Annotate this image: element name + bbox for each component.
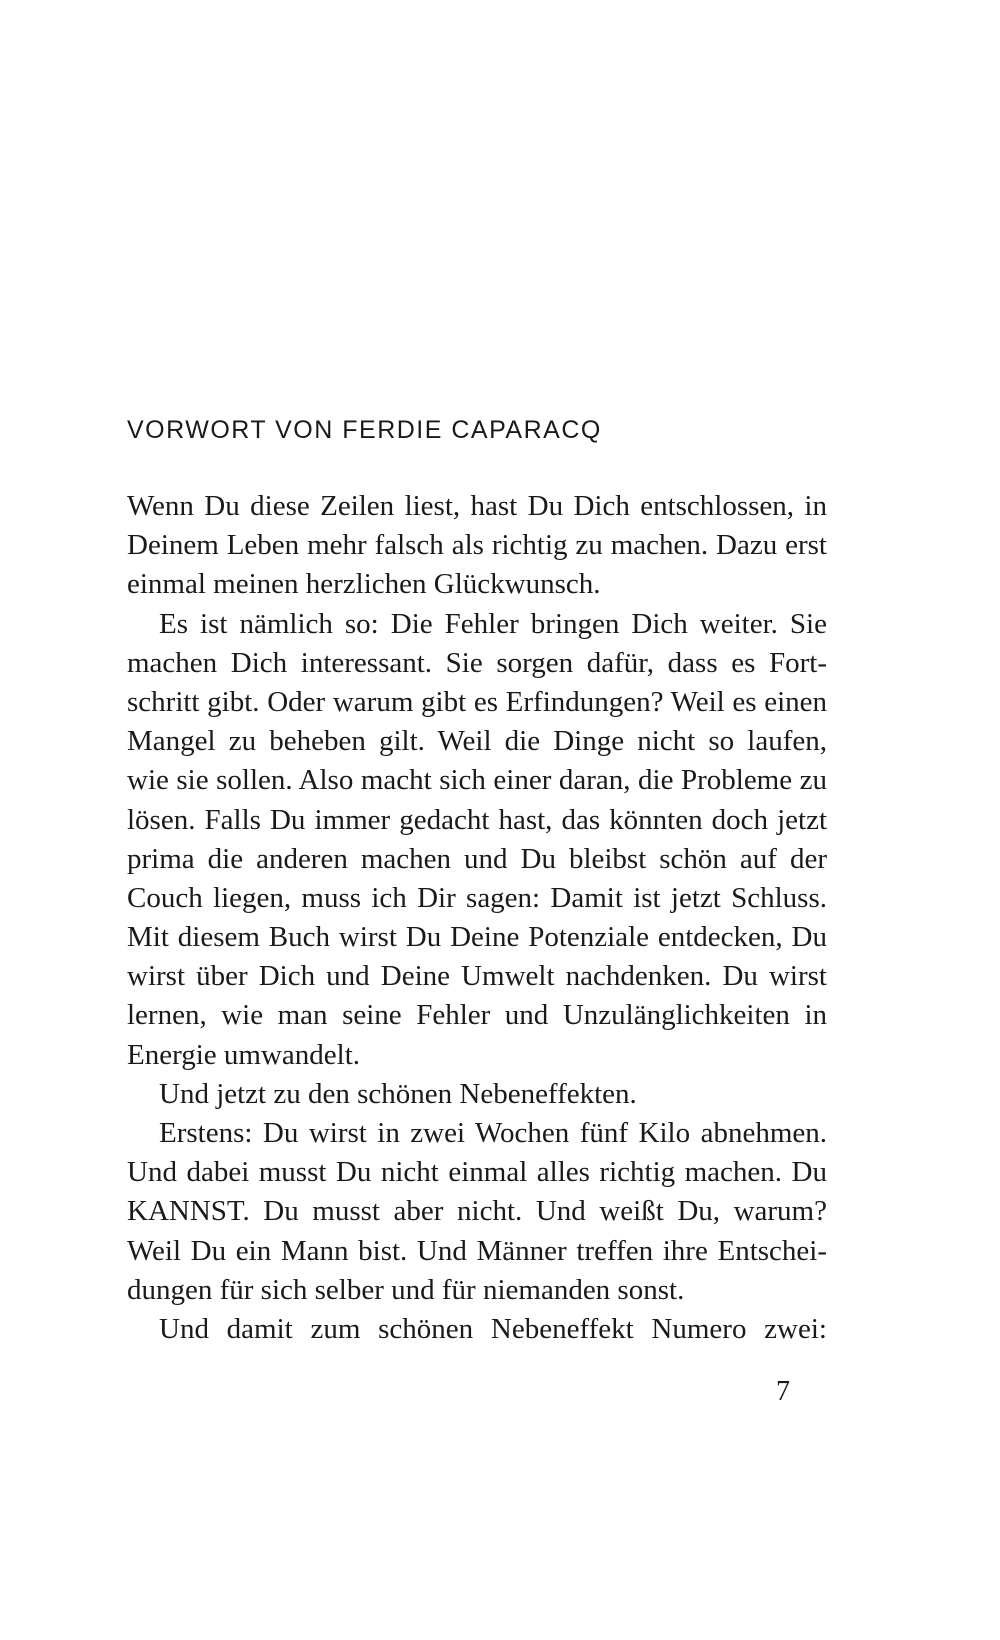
text-line: wie sie sollen. Also macht sich einer daran, die Probleme zu	[127, 764, 827, 797]
text-line: lösen. Falls Du immer gedacht hast, das könnten doch jetzt	[127, 803, 827, 836]
text-line: machen Dich interessant. Sie sorgen dafür, dass es Fort-	[127, 646, 827, 679]
text-line: Und damit zum schönen Nebeneffekt Numero zwei:	[159, 1312, 827, 1345]
text-line: Wenn Du diese Zeilen liest, hast Du Dich entschlossen, in	[127, 490, 827, 522]
chapter-heading: VORWORT VON FERDIE CAPARACQ	[127, 416, 602, 444]
page-number: 7	[776, 1376, 790, 1407]
text-line: KANNST. Du musst aber nicht. Und weißt Du, warum?	[127, 1195, 827, 1228]
text-line: Erstens: Du wirst in zwei Wochen fünf Kilo abnehmen.	[159, 1117, 827, 1149]
text-line: Couch liegen, muss ich Dir sagen: Damit ist jetzt Schluss.	[127, 881, 827, 914]
text-line: Und jetzt zu den schönen Nebeneffekten.	[159, 1077, 637, 1110]
text-line: prima die anderen machen und Du bleibst schön auf der	[127, 842, 827, 875]
text-line: Mit diesem Buch wirst Du Deine Potenziale entdecken, Du	[127, 921, 827, 954]
text-line: schritt gibt. Oder warum gibt es Erfindungen? Weil es einen	[127, 685, 827, 718]
text-line: wirst über Dich und Deine Umwelt nachdenken. Du wirst	[127, 960, 827, 993]
text-line: Energie umwandelt.	[127, 1038, 361, 1071]
text-line: Mangel zu beheben gilt. Weil die Dinge nicht so laufen,	[127, 725, 827, 758]
text-line: Und dabei musst Du nicht einmal alles richtig machen. Du	[127, 1156, 827, 1189]
text-line: einmal meinen herzlichen Glückwunsch.	[127, 568, 601, 601]
text-line: lernen, wie man seine Fehler und Unzulänglichkeiten in	[127, 999, 827, 1032]
text-line: dungen für sich selber und für niemanden sonst.	[127, 1273, 685, 1306]
body-text	[127, 487, 827, 1349]
text-line: Es ist nämlich so: Die Fehler bringen Dich weiter. Sie	[159, 607, 827, 640]
text-line: Weil Du ein Mann bist. Und Männer treffen ihre Entschei-	[127, 1234, 827, 1267]
text-line: Deinem Leben mehr falsch als richtig zu machen. Dazu erst	[127, 529, 827, 562]
